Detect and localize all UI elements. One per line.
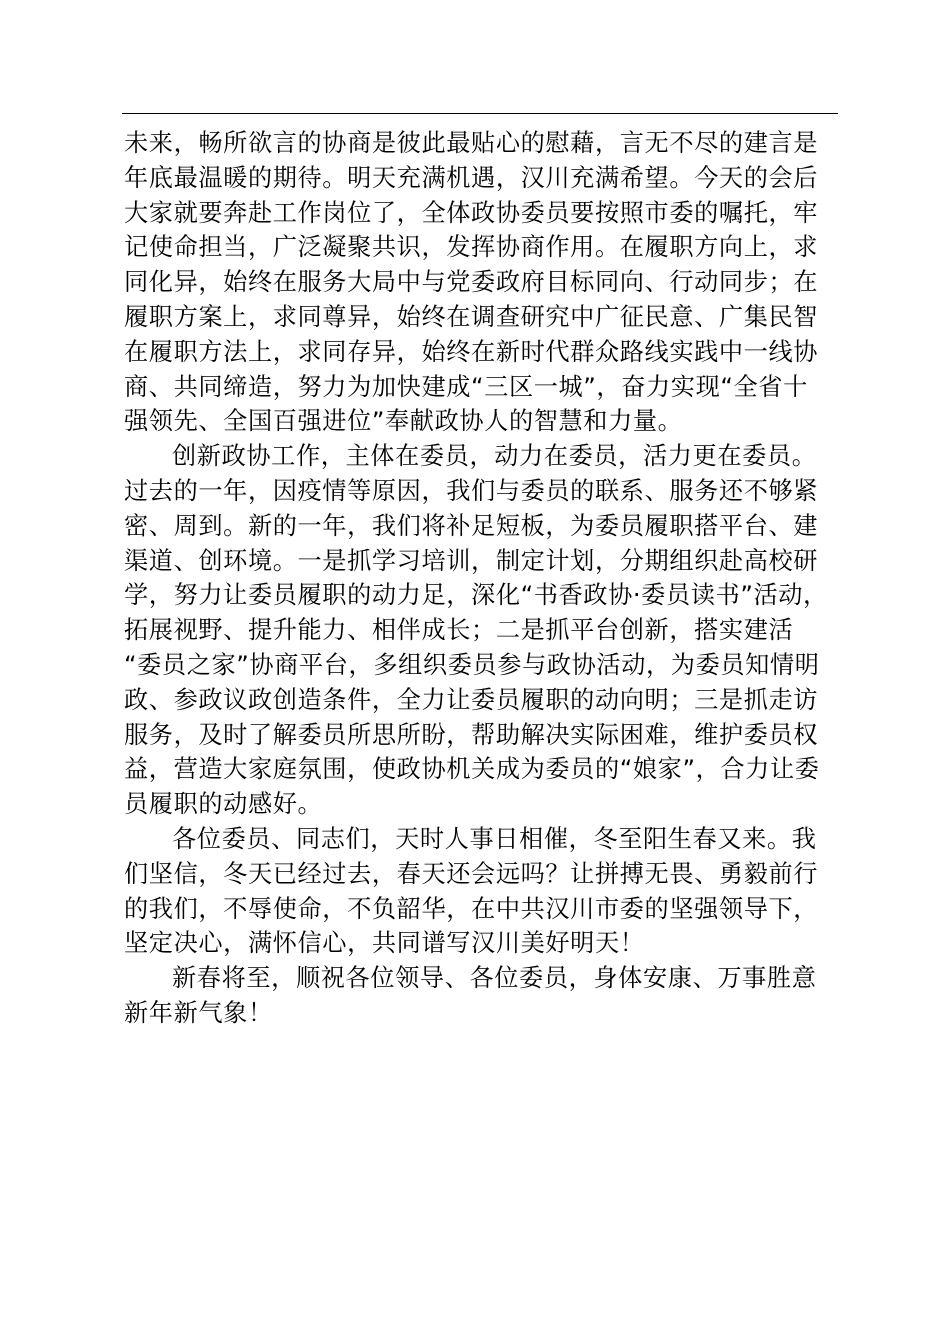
body-text: [124, 126, 860, 1031]
text-line: 商、共同缔造，努力为加快建成“三区一城”，奋力实现“全省十: [124, 372, 808, 401]
text-line: 学，努力让委员履职的动力足，深化“书香政协·委员读书”活动，: [124, 581, 828, 610]
text-line: 坚定决心，满怀信心，共同谱写汉川美好明天！: [124, 929, 645, 958]
text-line: 记使命担当，广泛凝聚共识，发挥协商作用。在履职方向上，求: [124, 233, 819, 262]
text-line: 年底最温暖的期待。明天充满机遇，汉川充满希望。今天的会后: [124, 163, 819, 192]
text-line: 新年新气象！: [124, 998, 273, 1027]
text-line: 未来，畅所欲言的协商是彼此最贴心的慰藉，言无不尽的建言是: [124, 129, 819, 157]
text-line: 强领先、全国百强进位”奉献政协人的智慧和力量。: [124, 407, 683, 436]
text-line: 新春将至，顺祝各位领导、各位委员，身体安康、万事胜意: [172, 964, 817, 993]
text-line: 各位委员、同志们，天时人事日相催，冬至阳生春又来。我: [172, 824, 817, 853]
text-line: “委员之家”协商平台，多组织委员参与政协活动，为委员知情明: [124, 650, 820, 679]
text-line: 服务，及时了解委员所思所盼，帮助解决实际困难，维护委员权: [124, 720, 819, 749]
text-line: 拓展视野、提升能力、相伴成长；二是抓平台创新，搭实建活: [124, 616, 794, 645]
text-line: 政、参政议政创造条件，全力让委员履职的动向明；三是抓走访: [124, 685, 819, 714]
text-line: 密、周到。新的一年，我们将补足短板，为委员履职搭平台、建: [124, 511, 819, 540]
text-line: 同化异，始终在服务大局中与党委政府目标同向、行动同步；在: [124, 268, 819, 297]
text-line: 们坚信，冬天已经过去，春天还会远吗？让拼搏无畏、勇毅前行: [124, 859, 819, 888]
text-line: 创新政协工作，主体在委员，动力在委员，活力更在委员。: [172, 442, 817, 471]
text-line: 益，营造大家庭氛围，使政协机关成为委员的“娘家”，合力让委: [124, 755, 820, 784]
paragraph-4: [124, 961, 860, 1031]
paragraph-1: [124, 126, 860, 439]
text-line: 过去的一年，因疫情等原因，我们与委员的联系、服务还不够紧: [124, 476, 819, 505]
text-line: 员履职的动感好。: [124, 790, 323, 819]
text-line: 在履职方法上，求同存异，始终在新时代群众路线实践中一线协: [124, 337, 819, 366]
text-line: 的我们，不辱使命，不负韶华，在中共汉川市委的坚强领导下，: [124, 894, 819, 923]
paragraph-3: [124, 822, 860, 961]
text-line: 大家就要奔赴工作岗位了，全体政协委员要按照市委的嘱托，牢: [124, 198, 819, 227]
text-line: 渠道、创环境。一是抓学习培训，制定计划，分期组织赴高校研: [124, 546, 819, 575]
header-rule: [122, 113, 838, 114]
paragraph-2: [124, 439, 860, 822]
text-line: 履职方案上，求同尊异，始终在调查研究中广征民意、广集民智: [124, 302, 819, 331]
